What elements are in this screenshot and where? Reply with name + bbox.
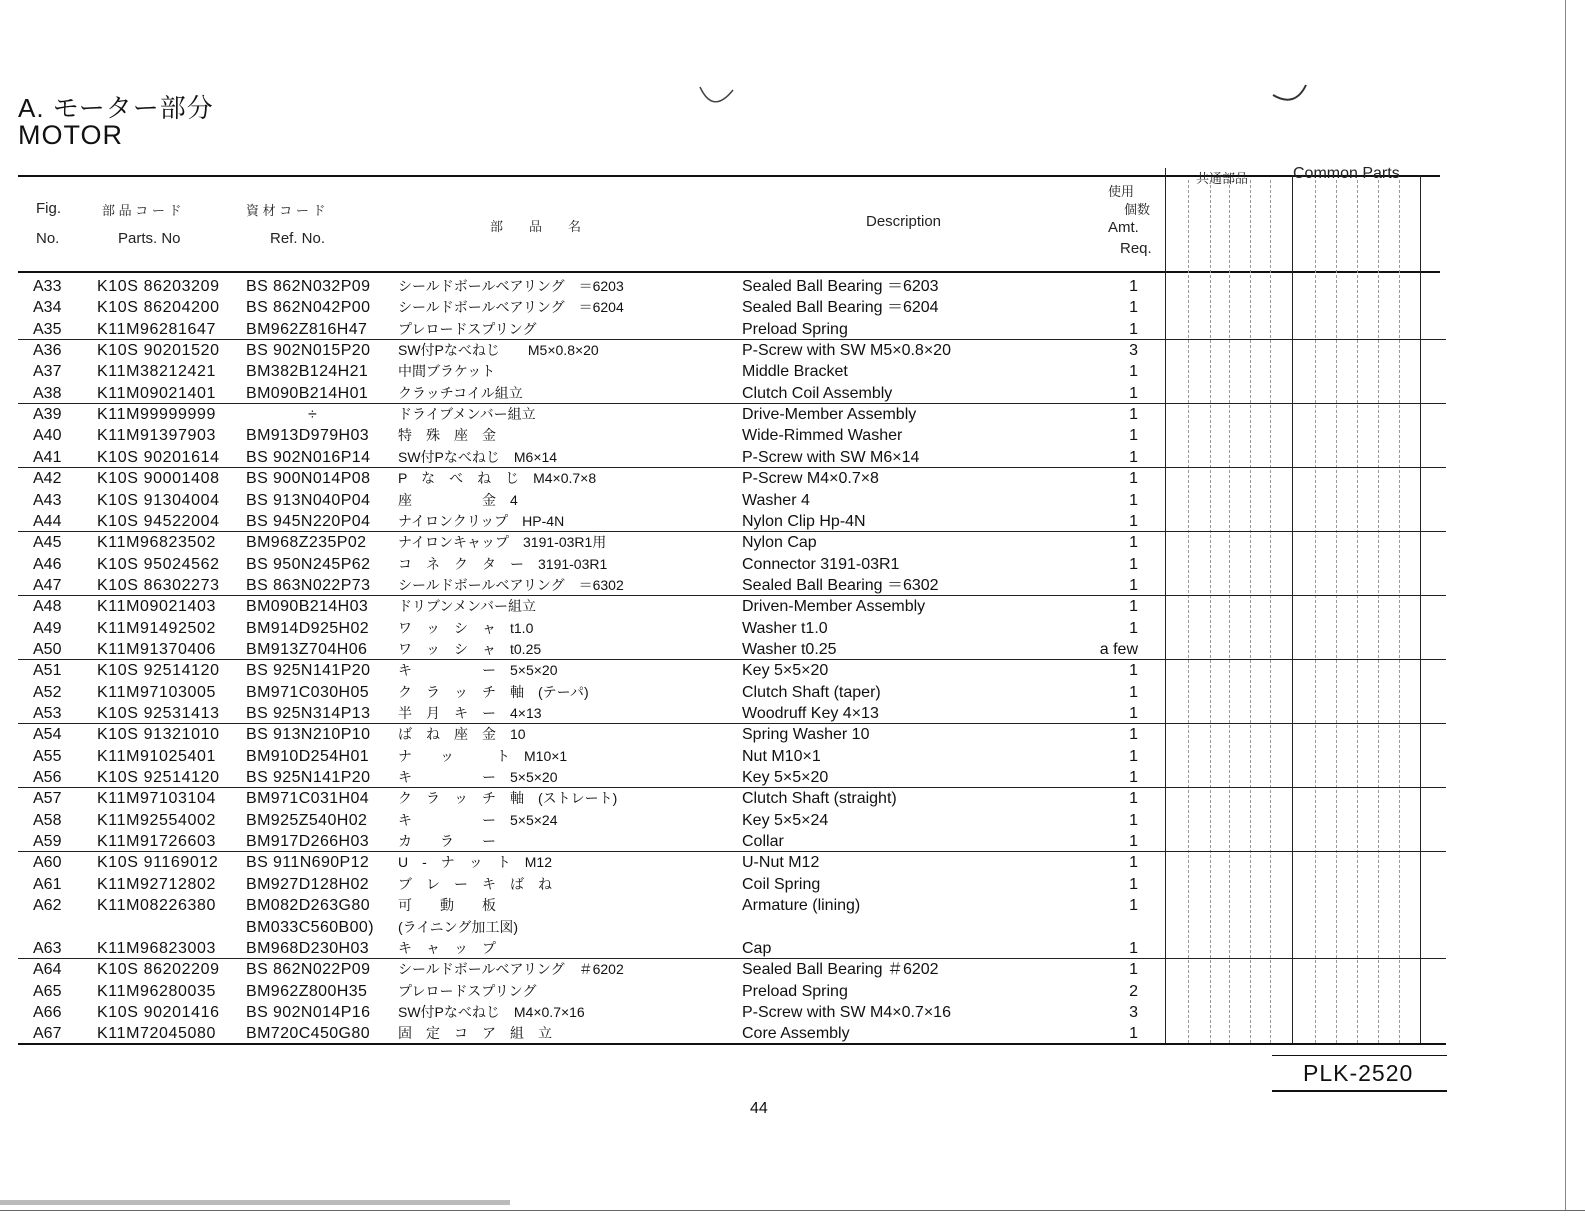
description-cell: Connector 3191-03R1 [742,555,900,573]
table-row [0,895,1585,916]
description-cell: U-Nut M12 [742,854,820,872]
table-row [0,361,1585,382]
parts-no-cell: K10S 86204200 [97,299,220,317]
parts-no-cell: K10S 90201614 [97,448,220,466]
part-name-jp-cell: SW付Pなべねじ M5×0.8×20 [398,342,599,359]
header-name-jp: 部 品 名 [490,219,582,234]
description-cell: P-Screw with SW M4×0.7×16 [742,1003,951,1021]
table-row [0,874,1585,895]
scan-edge [1565,0,1566,1210]
amount-cell: 1 [1129,534,1138,552]
table-row [0,767,1585,788]
description-cell: Clutch Shaft (straight) [742,790,897,808]
table-row [0,831,1585,852]
fig-cell: A66 [33,1003,62,1021]
description-cell: Washer t1.0 [742,619,828,637]
description-cell: Wide-Rimmed Washer [742,427,903,445]
amount-cell: 1 [1129,939,1138,957]
parts-no-cell: K11M08226380 [97,897,216,915]
parts-no-cell: K11M91370406 [97,640,216,658]
table-row [0,810,1585,831]
ref-no-cell: BM914D925H02 [246,619,370,637]
ref-no-cell: BS 862N022P09 [246,961,371,979]
table-row [0,682,1585,703]
header-amt-en1: Amt. [1108,219,1139,236]
part-name-jp-cell: ワ ッ シ ャ t1.0 [398,619,534,636]
amount-cell: 3 [1129,342,1138,360]
amount-cell: 1 [1129,705,1138,722]
ref-no-cell: BS 925N141P20 [246,662,371,680]
amount-cell: 1 [1129,683,1138,701]
description-cell: Clutch Shaft (taper) [742,683,881,701]
description-cell: Sealed Ball Bearing ＃6202 [742,961,939,979]
amount-cell: 2 [1129,982,1138,1000]
part-name-jp-cell: ドリブンメンバー組立 [398,598,537,615]
part-name-jp-cell: キ ー 5×5×24 [398,811,558,828]
description-cell: Nylon Cap [742,534,817,552]
table-row [0,959,1585,980]
fig-cell: A43 [33,491,62,509]
page-number: 44 [750,1100,768,1117]
fig-cell: A44 [33,512,62,530]
part-name-jp-cell: プレロードスプリング [398,320,537,337]
amount-cell: 1 [1129,491,1138,509]
ref-no-cell: BS 950N245P62 [246,555,371,573]
table-row [0,404,1585,425]
table-row [0,938,1585,959]
fig-cell: A47 [33,576,62,594]
parts-no-cell: K10S 92514120 [97,769,220,787]
fig-cell: A55 [33,747,62,765]
ref-no-cell: BM090B214H01 [246,384,369,402]
ref-no-cell: BM927D128H02 [246,875,370,893]
description-cell: P-Screw M4×0.7×8 [742,470,879,488]
amount-cell: 1 [1129,427,1138,445]
fig-cell: A56 [33,769,62,787]
table-row [0,511,1585,532]
description-cell: Core Assembly [742,1025,850,1043]
header-common-jp: 共通部品 [1196,171,1249,186]
model-code: PLK-2520 [1303,1060,1414,1086]
parts-no-cell: K11M91726603 [97,833,216,851]
header-amt-jp1: 使用 [1108,184,1135,199]
ref-no-cell: BS 913N040P04 [246,491,371,509]
fig-cell: A45 [33,534,62,552]
part-name-jp-cell: シールドボールベアリング ＃6202 [398,961,624,978]
table-row [0,596,1585,617]
parts-no-cell: K11M96823502 [97,534,216,552]
table-row [0,425,1585,446]
amount-cell: 1 [1129,384,1138,402]
fig-cell: A40 [33,427,62,445]
part-name-jp-cell: ドライブメンバー組立 [398,406,536,423]
amount-cell: 1 [1129,897,1138,915]
parts-no-cell: K10S 92514120 [97,662,220,680]
amount-cell: 1 [1129,875,1138,893]
part-name-jp-cell: U - ナ ッ ト M12 [398,854,553,871]
description-cell: P-Screw with SW M6×14 [742,448,920,466]
fig-cell: A63 [33,939,62,957]
fig-cell: A33 [33,278,62,295]
ref-no-cell: BM082D263G80 [246,897,370,915]
description-cell: Nut M10×1 [742,747,821,765]
table-row [0,703,1585,724]
amount-cell: 1 [1129,833,1138,851]
amount-cell: 1 [1129,299,1138,317]
parts-no-cell: K11M96823003 [97,939,216,957]
table-bottom-rule [18,1043,1446,1045]
amount-cell: 1 [1129,278,1138,295]
table-row [0,1002,1585,1023]
parts-no-cell: K11M92712802 [97,875,216,893]
table-row [0,468,1585,489]
fig-cell: A52 [33,683,62,701]
amount-cell: 1 [1129,726,1138,744]
header-ref-jp: 資 材 コ ー ド [246,203,326,218]
table-row [0,724,1585,745]
fig-cell: A51 [33,662,62,680]
part-name-jp-cell: ク ラ ッ チ 軸 (テーパ) [398,683,589,700]
description-cell: Key 5×5×24 [742,811,829,829]
ref-no-cell: BM962Z800H35 [246,982,368,1000]
ref-no-cell: BM968D230H03 [246,939,370,957]
ref-no-cell: BS 900N014P08 [246,470,371,488]
ref-no-cell: BM917D266H03 [246,833,370,851]
description-cell: Driven-Member Assembly [742,598,926,616]
part-name-jp-cell: クラッチコイル組立 [398,384,523,401]
part-name-jp-cell: ば ね 座 金 10 [398,726,526,743]
amount-cell: 1 [1129,1025,1138,1043]
fig-cell: A49 [33,619,62,637]
header-ref-en: Ref. No. [270,230,326,247]
fig-cell: A48 [33,598,62,616]
ref-no-cell: BS 902N014P16 [246,1003,371,1021]
parts-no-cell: K11M97103005 [97,683,216,701]
table-row [0,319,1585,340]
footer-rule-bottom [1272,1090,1447,1092]
table-row [0,447,1585,468]
table-row [0,981,1585,1002]
part-name-jp-cell: 可 動 板 [398,897,496,914]
description-cell: Spring Washer 10 [742,726,870,744]
amount-cell: 1 [1129,598,1138,616]
part-name-jp-cell: 座 金 4 [398,491,518,508]
header-common-en: Common Parts [1293,165,1400,182]
fig-cell: A62 [33,897,62,915]
description-cell: Sealed Ball Bearing ＝6204 [742,299,939,317]
description-cell: Woodruff Key 4×13 [742,705,879,722]
part-name-jp-cell: シールドボールベアリング ＝6203 [398,278,624,294]
table-row [0,554,1585,575]
header-amt-jp2: 個数 [1124,202,1151,217]
description-cell: Key 5×5×20 [742,662,829,680]
fig-cell: A64 [33,961,62,979]
description-cell: Sealed Ball Bearing ＝6302 [742,576,939,594]
part-name-jp-cell: 半 月 キ ー 4×13 [398,705,542,721]
part-name-jp-cell: 固 定 コ ア 組 立 [398,1025,552,1042]
part-name-jp-cell: (ライニング加工図) [398,918,519,935]
part-name-jp-cell: ワ ッ シ ャ t0.25 [398,640,542,657]
footer-rule-top [1272,1055,1447,1056]
amount-cell: 1 [1129,448,1138,466]
parts-no-cell: K10S 91321010 [97,726,220,744]
part-name-jp-cell: SW付Pなべねじ M4×0.7×16 [398,1003,585,1020]
parts-no-cell: K10S 90201416 [97,1003,220,1021]
description-cell: Armature (lining) [742,897,861,915]
ref-no-cell: BM971C030H05 [246,683,370,701]
fig-cell: A36 [33,342,62,360]
ref-no-cell: BM033C560B00) [246,918,374,936]
table-row [0,660,1585,681]
ref-no-cell: BM913D979H03 [246,427,370,445]
parts-no-cell: K10S 86302273 [97,576,220,594]
description-cell: Cap [742,939,772,957]
part-name-jp-cell: ク ラ ッ チ 軸 (ストレート) [398,790,618,807]
description-cell: Drive-Member Assembly [742,406,917,424]
amount-cell: 1 [1129,406,1138,424]
parts-no-cell: K11M96281647 [97,320,216,338]
fig-cell: A61 [33,875,62,893]
fig-cell: A58 [33,811,62,829]
parts-no-cell: K10S 91169012 [97,854,219,872]
parts-no-cell: K10S 94522004 [97,512,220,530]
description-cell: Nylon Clip Hp-4N [742,512,866,530]
amount-cell: 1 [1129,790,1138,808]
ref-no-cell: BS 913N210P10 [246,726,371,744]
header-parts-en: Parts. No [118,230,181,247]
parts-no-cell: K11M72045080 [97,1025,216,1043]
ref-no-cell: BM382B124H21 [246,363,369,381]
header-parts-jp: 部 品 コ ー ド [102,203,182,218]
part-name-jp-cell: ブ レ ー キ ば ね [398,875,552,892]
fig-cell: A53 [33,705,62,722]
parts-no-cell: K11M91397903 [97,427,216,445]
fig-cell: A50 [33,640,62,658]
parts-no-cell: K11M99999999 [97,406,216,424]
parts-no-cell: K11M91492502 [97,619,216,637]
fig-cell: A34 [33,299,62,317]
amount-cell: 1 [1129,619,1138,637]
parts-no-cell: K10S 90201520 [97,342,220,360]
part-name-jp-cell: ナイロンクリップ HP-4N [398,512,565,529]
amount-cell: 1 [1129,662,1138,680]
ref-no-cell: ÷ [308,406,318,424]
section-title-jp: A. モーター部分 [18,93,214,123]
header-fig-bottom: No. [36,230,60,247]
amount-cell: 1 [1129,747,1138,765]
part-name-jp-cell: P な べ ね じ M4×0.7×8 [398,470,597,487]
part-name-jp-cell: プレロードスプリング [398,982,537,999]
table-row [0,852,1585,873]
scan-mark-2 [1270,80,1315,110]
table-row [0,639,1585,660]
amount-cell: a few [1099,640,1138,658]
parts-no-cell: K11M97103104 [97,790,216,808]
ref-no-cell: BM968Z235P02 [246,534,367,552]
ref-no-cell: BS 902N015P20 [246,342,371,360]
fig-cell: A60 [33,854,62,872]
ref-no-cell: BS 925N314P13 [246,705,371,722]
ref-no-cell: BS 902N016P14 [246,448,371,466]
parts-no-cell: K11M09021403 [97,598,216,616]
parts-no-cell: K11M92554002 [97,811,216,829]
fig-cell: A65 [33,982,62,1000]
fig-cell: A46 [33,555,62,573]
description-cell: Clutch Coil Assembly [742,384,893,402]
parts-no-cell: K10S 95024562 [97,555,220,573]
header-description: Description [866,213,942,230]
part-name-jp-cell: シールドボールベアリング ＝6302 [398,576,624,593]
ref-no-cell: BS 945N220P04 [246,512,371,530]
parts-no-cell: K10S 90001408 [97,470,220,488]
ref-no-cell: BM925Z540H02 [246,811,368,829]
parts-no-cell: K10S 86202209 [97,961,220,979]
fig-cell: A37 [33,363,62,381]
ref-no-cell: BM962Z816H47 [246,320,368,338]
scan-edge [0,1210,1585,1211]
table-row [0,340,1585,361]
parts-no-cell: K11M09021401 [97,384,216,402]
parts-no-cell: K10S 92531413 [97,705,220,722]
table-row [0,297,1585,318]
table-row [0,575,1585,596]
table-row [0,917,1585,938]
parts-no-cell: K11M96280035 [97,982,216,1000]
amount-cell: 1 [1129,961,1138,979]
scan-mark-1 [695,85,740,115]
amount-cell: 1 [1129,576,1138,594]
fig-cell: A67 [33,1025,62,1043]
fig-cell: A41 [33,448,62,466]
part-name-jp-cell: カ ラ ー [398,833,496,850]
ref-no-cell: BM971C031H04 [246,790,370,808]
amount-cell: 1 [1129,363,1138,381]
fig-cell: A42 [33,470,62,488]
fig-cell: A38 [33,384,62,402]
amount-cell: 1 [1129,811,1138,829]
description-cell: Washer t0.25 [742,640,837,658]
ref-no-cell: BS 911N690P12 [246,854,370,872]
table-row [0,746,1585,767]
amount-cell: 1 [1129,555,1138,573]
header-fig-top: Fig. [36,200,62,217]
ref-no-cell: BS 925N141P20 [246,769,371,787]
part-name-jp-cell: キ ー 5×5×20 [398,769,558,786]
description-cell: Middle Bracket [742,363,848,381]
table-row [0,788,1585,809]
ref-no-cell: BM720C450G80 [246,1025,370,1043]
amount-cell: 1 [1129,854,1138,872]
ref-no-cell: BS 862N032P09 [246,278,371,295]
amount-cell: 1 [1129,769,1138,787]
parts-no-cell: K10S 91304004 [97,491,220,509]
ref-no-cell: BS 863N022P73 [246,576,371,594]
table-row [0,383,1585,404]
description-cell: Washer 4 [742,491,810,509]
header-amt-en2: Req. [1120,240,1152,257]
ref-no-cell: BS 862N042P00 [246,299,371,317]
fig-cell: A39 [33,406,62,424]
part-name-jp-cell: SW付Pなべねじ M6×14 [398,448,558,465]
table-row [0,618,1585,639]
description-cell: Collar [742,833,784,851]
parts-no-cell: K11M38212421 [97,363,216,381]
table-row [0,532,1585,553]
part-name-jp-cell: シールドボールベアリング ＝6204 [398,299,624,316]
part-name-jp-cell: コ ネ ク タ ー 3191-03R1 [398,555,608,572]
scan-edge [0,1200,510,1205]
part-name-jp-cell: キ ー 5×5×20 [398,662,558,679]
fig-cell: A35 [33,320,62,338]
description-cell: Preload Spring [742,982,848,1000]
table-row [0,1023,1585,1044]
section-title-en: MOTOR [18,120,123,150]
description-cell: Coil Spring [742,875,821,893]
description-cell: Key 5×5×20 [742,769,829,787]
part-name-jp-cell: キ ャ ッ プ [398,939,496,956]
amount-cell: 1 [1129,470,1138,488]
amount-cell: 1 [1129,320,1138,338]
amount-cell: 3 [1129,1003,1138,1021]
description-cell: Sealed Ball Bearing ＝6203 [742,278,939,295]
table-row [0,276,1585,297]
ref-no-cell: BM913Z704H06 [246,640,368,658]
description-cell: P-Screw with SW M5×0.8×20 [742,342,951,360]
parts-no-cell: K11M91025401 [97,747,216,765]
part-name-jp-cell: 特 殊 座 金 [398,427,496,444]
parts-no-cell: K10S 86203209 [97,278,220,295]
table-row [0,490,1585,511]
ref-no-cell: BM090B214H03 [246,598,369,616]
fig-cell: A57 [33,790,62,808]
description-cell: Preload Spring [742,320,848,338]
part-name-jp-cell: ナ ッ ト M10×1 [398,747,568,764]
amount-cell: 1 [1129,512,1138,530]
header-bottom-rule [18,271,1440,273]
ref-no-cell: BM910D254H01 [246,747,370,765]
part-name-jp-cell: 中間ブラケット [398,363,496,380]
part-name-jp-cell: ナイロンキャップ 3191-03R1用 [398,534,607,551]
fig-cell: A54 [33,726,62,744]
fig-cell: A59 [33,833,62,851]
